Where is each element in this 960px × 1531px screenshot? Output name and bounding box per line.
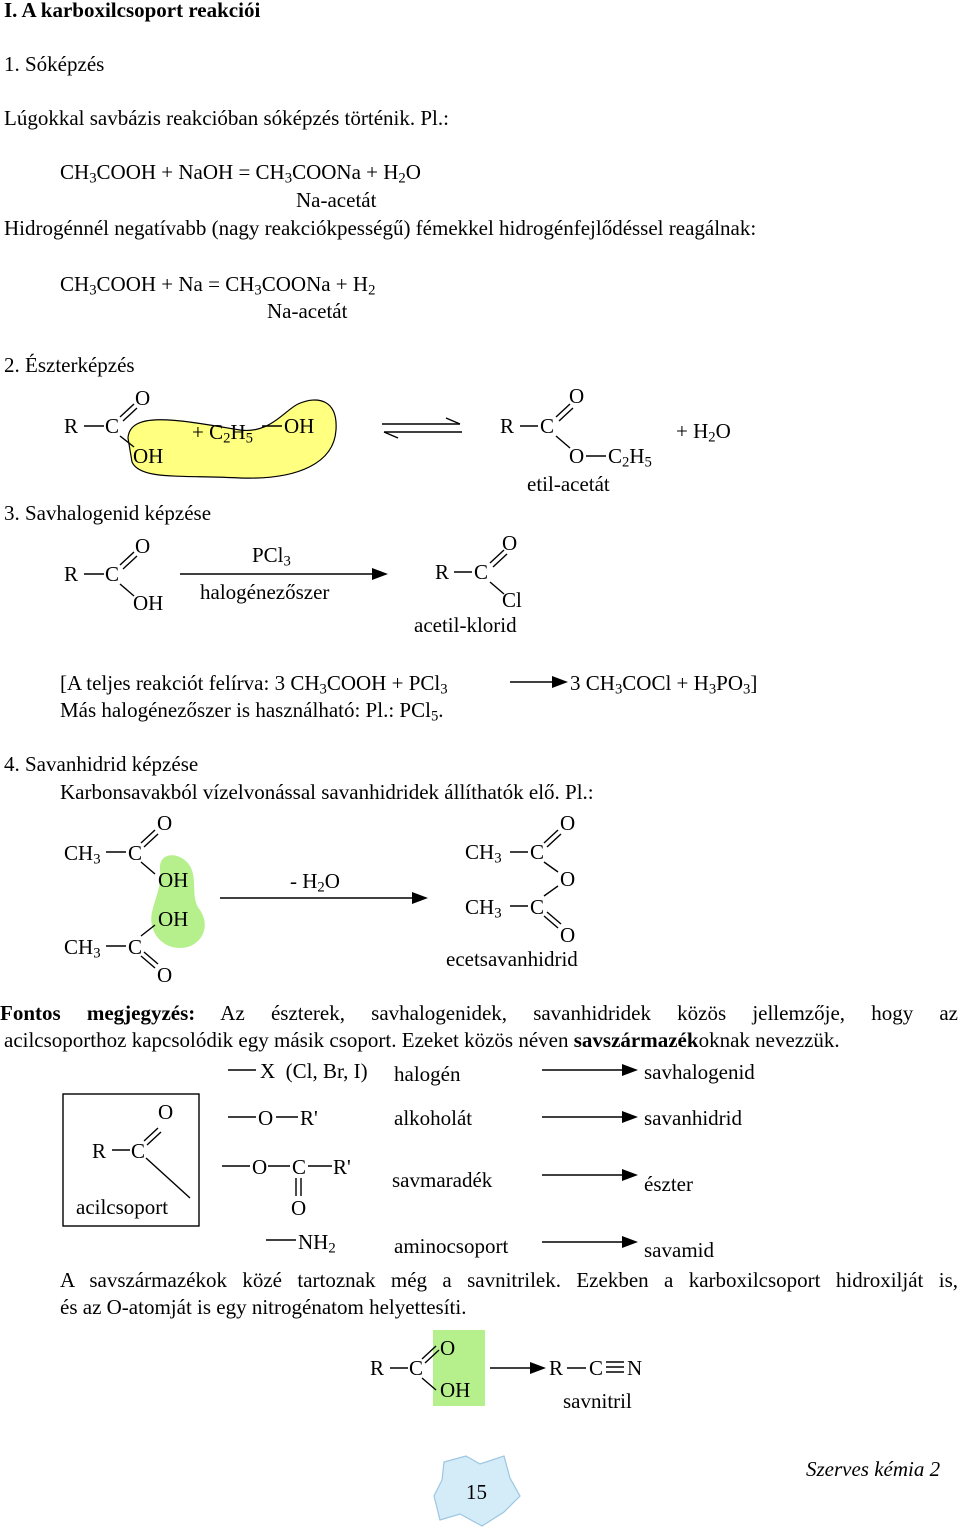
ethanol-reagent: + $C_2H_5$ [192, 420, 253, 447]
atom-oh: OH [158, 907, 189, 931]
atom-oh: OH [440, 1378, 471, 1402]
atom-o: O [157, 963, 173, 987]
halogen-name: halogén [394, 1062, 461, 1086]
atom-r: R [370, 1356, 385, 1380]
methyl-group: $CH_3$ [465, 895, 502, 922]
anhydride-label: ecetsavanhidrid [446, 947, 578, 971]
acyl-group-label: acilcsoport [76, 1195, 169, 1219]
eq1-salt-naoh: $CH_3COOH$ + NaOH = $CH_3COONa + H_2O$ [60, 160, 421, 187]
section-4-text: Karbonsavakból vízelvonással savanhidridek állíthatók elő. Pl.: [60, 780, 594, 804]
atom-c: C [128, 841, 143, 865]
atom-o: O [440, 1336, 456, 1360]
atom-o: O [502, 531, 518, 555]
ethyl-group: $C_2H_5$ [608, 444, 652, 471]
other-halogenating-note: Más halogénezőszer is használható: Pl.: PCl$_5$. [60, 698, 444, 725]
section-1-title: 1. Sóképzés [4, 52, 105, 76]
atom-c: C [128, 935, 143, 959]
atom-o: O [569, 444, 585, 468]
section-2-title: 2. Észterképzés [4, 353, 135, 377]
page-number: 15 [466, 1480, 487, 1504]
atom-c: C [530, 895, 545, 919]
alkoxide-o: O [258, 1106, 274, 1130]
amino-group: $NH_2$ [298, 1230, 336, 1257]
atom-c: C [589, 1356, 604, 1380]
pcl3-reagent: PCl$_3$ [252, 543, 291, 570]
atom-r: R [500, 414, 515, 438]
water-product: + $H_2O$ [676, 419, 731, 446]
methyl-group: $CH_3$ [64, 935, 101, 962]
section-1-intro: Lúgokkal savbázis reakcióban sóképzés történik. Pl.: [4, 106, 449, 130]
atom-c: C [540, 414, 555, 438]
atom-c: C [474, 560, 489, 584]
methyl-group: $CH_3$ [64, 841, 101, 868]
acid-residue-r: R' [333, 1155, 351, 1179]
atom-cl: Cl [502, 588, 522, 612]
anhydride-result: savanhidrid [644, 1106, 742, 1130]
alkoxide-name: alkoholát [394, 1106, 473, 1130]
atom-c: C [105, 562, 120, 586]
atom-oh: OH [133, 444, 164, 468]
halogenating-agent-label: halogénezőszer [200, 580, 330, 604]
acid-residue-c: C [292, 1155, 307, 1179]
atom-o: O [135, 386, 151, 410]
nitrile-text-line-1: A savszármazékok közé tartoznak még a savnitrilek. Ezekben a karboxilcsoport hidroxilját is, [60, 1268, 958, 1292]
acid-chloride-label: acetil-klorid [414, 613, 517, 637]
full-reaction-left: [A teljes reakciót felírva: 3 $CH_3COOH + PCl_3$ [60, 671, 448, 698]
water-elimination: - $H_2O$ [290, 869, 340, 896]
atom-o: O [560, 811, 576, 835]
ester-product-label: etil-acetát [527, 472, 610, 496]
note-line-1: Fontos megjegyzés: Az észterek, savhalogenidek, savanhidridek közös jellemzője, hogy az [0, 1001, 959, 1025]
atom-o: O [135, 534, 151, 558]
halogen-group: X (Cl, Br, I) [260, 1059, 368, 1083]
atom-c: C [409, 1356, 424, 1380]
atom-r: R [549, 1356, 564, 1380]
atom-o: O [560, 923, 576, 947]
note-line-2: acilcsoporthoz kapcsolódik egy másik csoport. Ezeket közös néven savszármazékoknak nevezzük. [4, 1028, 840, 1052]
section-4-title: 4. Savanhidrid képzése [4, 752, 199, 776]
ethanol-oh: OH [284, 414, 315, 438]
atom-o: O [569, 384, 585, 408]
nitrile-label: savnitril [563, 1389, 632, 1413]
alkoxide-r: R' [300, 1106, 318, 1130]
acid-halide-result: savhalogenid [644, 1060, 755, 1084]
atom-o: O [158, 1100, 174, 1124]
atom-c: C [530, 840, 545, 864]
atom-oh: OH [133, 591, 164, 615]
atom-r: R [64, 562, 79, 586]
amino-name: aminocsoport [394, 1234, 509, 1258]
atom-c: C [131, 1139, 146, 1163]
atom-r: R [435, 560, 450, 584]
atom-r: R [64, 414, 79, 438]
amide-result: savamid [644, 1238, 714, 1262]
acid-residue-name: savmaradék [392, 1168, 493, 1192]
eq2-product-label: Na-acetát [267, 299, 348, 323]
atom-r: R [92, 1139, 107, 1163]
atom-c: C [105, 414, 120, 438]
atom-oh: OH [158, 868, 189, 892]
atom-o-bridge: O [560, 867, 576, 891]
section-3-title: 3. Savhalogenid képzése [4, 501, 212, 525]
nitrile-text-line-2: és az O-atomját is egy nitrogénatom helyettesíti. [60, 1295, 467, 1319]
atom-n: N [627, 1356, 643, 1380]
book-title: Szerves kémia 2 [806, 1457, 941, 1481]
acid-residue-o: O [252, 1155, 268, 1179]
acid-residue-o2: O [291, 1196, 307, 1220]
eq2-salt-na: $CH_3COOH + Na$ = $CH_3COONa + H_2$ [60, 272, 376, 299]
page-heading: I. A karboxilcsoport reakciói [4, 0, 261, 22]
ester-result: észter [644, 1172, 693, 1196]
atom-o: O [157, 811, 173, 835]
section-1-text2: Hidrogénnél negatívabb (nagy reakciókpességű) fémekkel hidrogénfejlődéssel reagálnak: [4, 216, 757, 240]
eq1-product-label: Na-acetát [296, 188, 377, 212]
full-reaction-right: 3 $CH_3COCl + H_3PO_3$] [570, 671, 758, 698]
methyl-group: $CH_3$ [465, 840, 502, 867]
